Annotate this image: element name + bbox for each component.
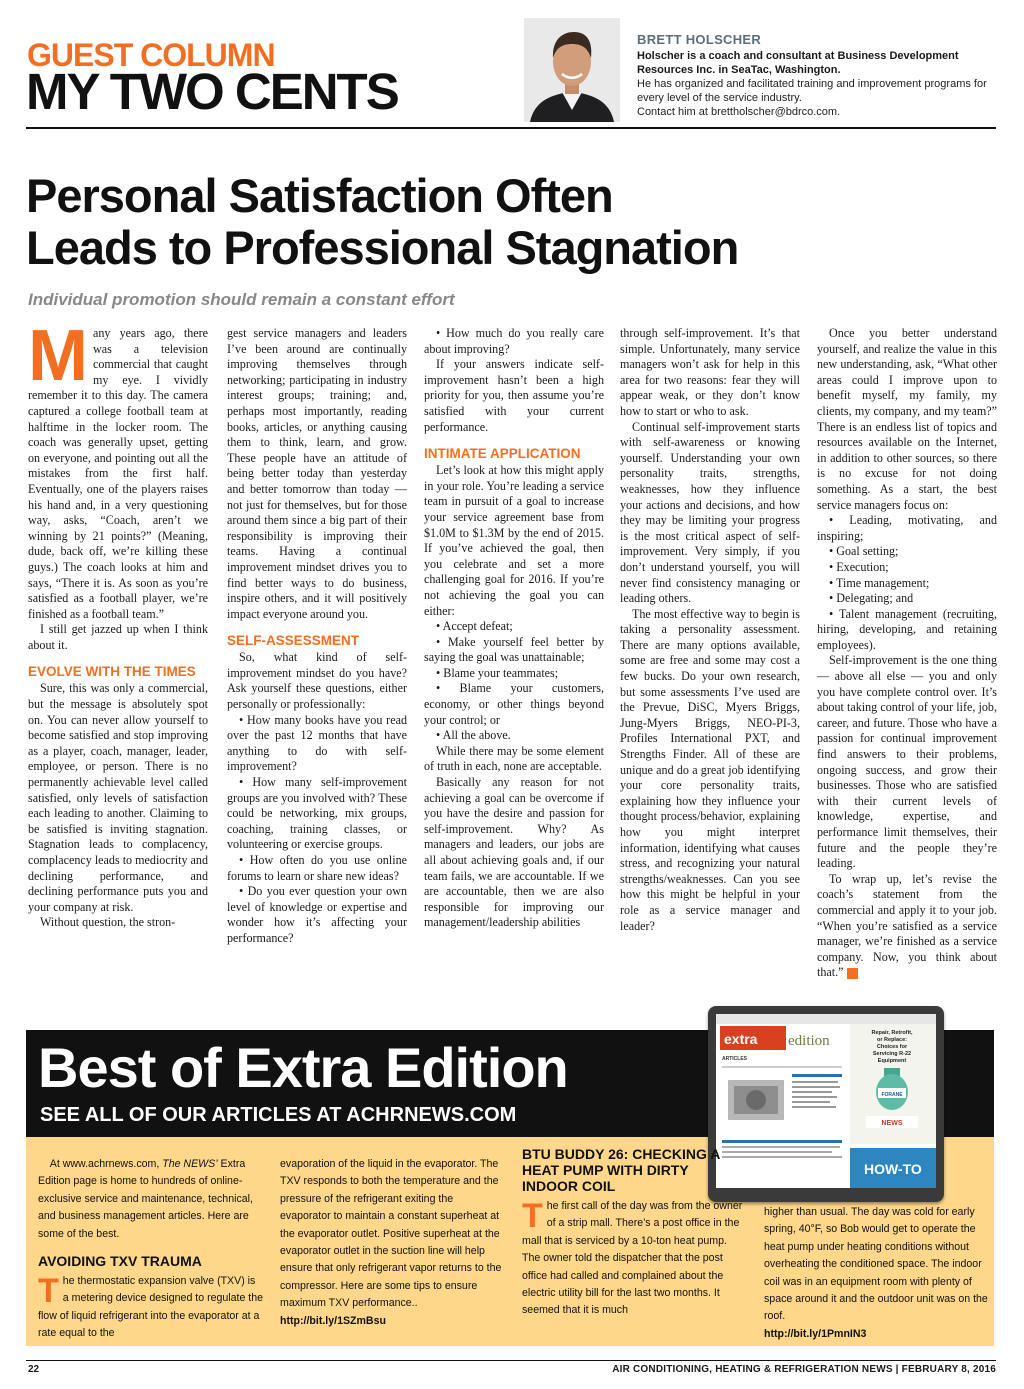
- author-name: BRETT HOLSCHER: [637, 32, 762, 47]
- paragraph: The most effective way to begin is taking a personality assessment. There are many options available, some are free and some may cost a few bucks. Do your own research, but some assessments I’ve used are the Prevue, DiSC, Myers Briggs, Jung-Myers Briggs, NEO-PI-3, Profiles International PXT, and Strengths Finder. All of these are unique and do a great job identifying your core personality traits, explaining how they influence your thought process/behavior, explaining how you might interpret information, identifying what causes stress, and recognizing your natural strengths/weaknesses. Can you see how this might be helpful in your role as a service manager and leader?: [620, 606, 800, 933]
- footer-divider: [26, 1360, 996, 1361]
- paragraph: gest service managers and leaders I’ve been around are continually improving themselves through networking; participating in industry interest groups; training; and, perhaps most importantly, reading books, articles, or anything causing them to think, learn, and grow. These people have an attitude of being better today than yesterday and better tomorrow than today — not just for themselves, but for those around them since a big part of their responsibility is improving their teams. Having a continual improvement mindset drives you to find better ways to do business, inspire others, and it will positively impact everyone around you.: [227, 326, 407, 621]
- headline-line-1: Personal Satisfaction Often: [26, 169, 613, 222]
- article-column-4: [620, 326, 800, 934]
- screen-articles-label: ARTICLES: [722, 1056, 747, 1062]
- promo-article-title: BTU BUDDY 26: CHECKING A HEAT PUMP WITH DIRTY INDOOR COIL: [522, 1146, 720, 1194]
- bullet-item: • All the above.: [436, 728, 511, 743]
- article-subhead: Individual promotion should remain a constant effort: [28, 290, 455, 309]
- article-column-2: [227, 326, 407, 947]
- author-description: He has organized and facilitated training and improvement programs for every level of the service industry.: [637, 78, 987, 104]
- drop-cap: T: [38, 1272, 59, 1311]
- promo-intro-text: At www.achrnews.com,: [49, 1158, 163, 1170]
- paragraph: Let’s look at how this might apply in your role. You’re leading a service team in pursuit of a goal to increase your service agreement base from $1.0M to $1.3M by the end of 2015. If you’ve achieved the goal, then you celebrate and set a more challenging goal for 2016. If you’re not achieving the goal you can either:: [424, 463, 604, 618]
- paragraph: [817, 872, 997, 981]
- promo-article-text: [38, 1273, 264, 1343]
- screen-ad-line-4: Servicing R-22: [872, 1051, 912, 1057]
- paragraph: While there may be some element of truth in each, none are acceptable.: [424, 743, 604, 774]
- drop-cap: T: [522, 1197, 543, 1235]
- promo-article-body: he first call of the day was from the owner of a strip mall. There’s a post office in the mall that is serviced by a 10-ton heat pump. The owner told the dispatcher that the post office had called and complained about the electric utility bill for the last two months. It seemed that it is much: [522, 1200, 743, 1317]
- paragraph: Without question, the stron-: [40, 915, 176, 930]
- article-column-1: [28, 316, 208, 931]
- article-column-5: [817, 326, 997, 981]
- promo-article-link[interactable]: http://bit.ly/1SZmBsu: [280, 1314, 386, 1327]
- bullet-item: • Leading, motivating, and inspiring;: [817, 513, 997, 543]
- promo-column-3: [522, 1146, 744, 1320]
- promo-subtitle: SEE ALL OF OUR ARTICLES AT ACHRNEWS.COM: [40, 1104, 517, 1126]
- bullet-item: • Accept defeat;: [436, 619, 513, 634]
- promo-article-body: he thermostatic expansion valve (TXV) is a metering device designed to regulate the flow of liquid refrigerant into the evaporator at a rate equal to the: [38, 1275, 264, 1340]
- promo-column-2: [280, 1156, 502, 1330]
- paragraph-text: To wrap up, let’s revise the coach’s statement from the commercial and apply it to your job. “When you’re satisfied as a service manager, we’re finished as a service company. Now, you think about that.”: [817, 871, 997, 980]
- bullet-item: • Delegating; and: [829, 591, 914, 606]
- bullet-item: • Blame your teammates;: [436, 665, 559, 680]
- column-kicker: GUEST COLUMN: [27, 37, 275, 73]
- screen-ad-news: NEWS: [881, 1120, 903, 1127]
- paragraph: Basically any reason for not achieving a goal can be overcome if you have the desire and passion for self-improvement. Why? As managers and leaders, our jobs are all about achieving goals and, if our team fails, we are accountable. If we are accountable, then we are also responsible for improving our management/leadership abilities: [424, 775, 604, 930]
- screen-ad-line-3: Choices for: [876, 1044, 908, 1050]
- paragraph-text: any years ago, there was a television commercial that caught my eye. I vividly remember it to this day. The camera captured a college football team at halftime in the locker room. The coach was generally upset, getting on everyone, and pointing out all the mistakes from the first half. Eventually, one of the players raises his hand and, in a very questioning way, asks, “Coach, aren’t we winning by 21 points?” (Meaning, dude, back off, we’re killing these guys.) The coach looks at him and says, “There it is. As soon as you’re satisfied as a football player, we’re finished as a football team.”: [28, 326, 208, 621]
- promo-intro: [38, 1156, 264, 1243]
- screen-howto: HOW-TO: [864, 1161, 922, 1177]
- author-bio: [637, 32, 997, 119]
- bullet-item: • Do you ever question your own level of knowledge or expertise and wonder how it’s affecting your performance?: [227, 884, 407, 945]
- author-photo: [524, 18, 620, 122]
- screen-ad-line-1: Repair, Retrofit,: [871, 1030, 913, 1036]
- promo-article-text: higher than usual. The day was cold for early spring, 40°F, so Bob would get to operate the heat pump under heating conditions without overheating the conditioned space. The indoor coil was in an equipment room with plenty of space around it and the outdoor unit was on the roof.: [764, 1206, 988, 1323]
- promo-column-4: [764, 1204, 990, 1343]
- screen-ad-brand: FORANE: [881, 1092, 903, 1098]
- paragraph: So, what kind of self-improvement mindset do you have? Ask yourself these questions, either personally or professionally:: [227, 650, 407, 712]
- bullet-item: • How often do you use online forums to learn or share new ideas?: [227, 853, 407, 883]
- bullet-item: • Blame your customers, economy, or other things beyond your control; or: [424, 681, 604, 727]
- publication-line: AIR CONDITIONING, HEATING & REFRIGERATION NEWS | FEBRUARY 8, 2016: [612, 1364, 996, 1375]
- bullet-item: • Make yourself feel better by saying the goal was unattainable;: [424, 634, 604, 665]
- bullet-item: • Execution;: [829, 559, 889, 574]
- bullet-item: • How many self-improvement groups are you involved with? These could be networking, mix groups, coaching, training classes, or volunteering or exercise groups.: [227, 775, 407, 852]
- promo-article-text: evaporation of the liquid in the evaporator. The TXV responds to both the temperature and the pressure of the refrigerant exiting the evaporator to maintain a constant superheat at the evaporator outlet. Positive superheat at the evaporator outlet in the suction line will help ensure that only refrigerant vapor returns to the compressor. Here are some tips to ensure maximum TXV performance..: [280, 1158, 502, 1310]
- bullet-item: • Time management;: [829, 575, 930, 590]
- paragraph: [28, 316, 208, 622]
- page-number: 22: [28, 1364, 40, 1375]
- screen-ad-line-5: Equipment: [877, 1058, 907, 1064]
- promo-article-title: AVOIDING TXV TRAUMA: [38, 1253, 202, 1270]
- paragraph: Sure, this was only a commercial, but the message is absolutely spot on. You can never allow yourself to become satisfied and stop improving as a player, coach, manager, leader, employee, or person. There is no permanently achievable level called satisfied, only levels of satisfaction each leading to another. Claiming to be satisfied is inviting stagnation. Stagnation leads to complacency, complacency leads to mediocrity and declining performance, and declining performance puts you and your company at risk.: [28, 681, 208, 914]
- section-heading: INTIMATE APPLICATION: [424, 446, 581, 462]
- promo-title: Best of Extra Edition: [38, 1036, 568, 1099]
- paragraph: Self-improvement is the one thing — above all else — you and only you have complete control over. It’s about taking control of your life, job, career, and future. Those who have a passion for continual improvement find answers to their problems, ongoing success, and grow their businesses. Those who are satisfied with their current levels of knowledge, expertise, and performance limit themselves, their future and the people they’re leading.: [817, 653, 997, 871]
- paragraph: If your answers indicate self-improvement hasn’t been a high priority for you, then assume you’re satisfied with your current performance.: [424, 357, 604, 434]
- screen-brand-extra: extra: [724, 1031, 758, 1047]
- paragraph: Continual self-improvement starts with self-awareness or knowing yourself. Understanding your own personality traits, strengths, weaknesses, how they influence your actions and decisions, and how they may be limiting your progress is the most critical aspect of self-improvement. Very simply, if you don’t understand yourself, you will never find consistency managing or leading others.: [620, 419, 800, 606]
- bullet-item: • Talent management (recruiting, hiring, developing, and retaining employees).: [817, 606, 997, 652]
- column-title: MY TWO CENTS: [26, 63, 398, 120]
- promo-intro-text: Extra Edition page is home to hundreds of online-exclusive service and maintenance, technical, and business management articles. Here are some of the best.: [38, 1158, 253, 1240]
- paragraph: I still get jazzed up when I think about it.: [28, 622, 208, 652]
- author-contact: Contact him at brettholscher@bdrco.com.: [637, 106, 841, 118]
- promo-intro-italic: The NEWS’: [162, 1158, 218, 1170]
- headline-line-2: Leads to Professional Stagnation: [26, 221, 739, 274]
- header-divider: [26, 127, 996, 129]
- drop-cap: M: [28, 316, 88, 396]
- promo-article-text: [522, 1198, 744, 1320]
- monitor-screen: [716, 1014, 936, 1188]
- promo-column-1: [38, 1156, 264, 1343]
- bullet-item: • How much do you really care about improving?: [424, 326, 604, 356]
- website-screenshot-image: [716, 1014, 936, 1188]
- paragraph: through self-improvement. It’s that simple. Unfortunately, many service managers won’t ask for help in this area for two reasons: fear they will appear weak, or they don’t know how to start or who to ask.: [620, 326, 800, 418]
- author-portrait-image: [524, 18, 620, 122]
- article-column-3: [424, 326, 604, 931]
- bullet-item: • Goal setting;: [829, 544, 899, 559]
- author-role: Holscher is a coach and consultant at Business Development Resources Inc. in SeaTac, Washington.: [637, 50, 959, 76]
- article-headline: [26, 170, 1006, 274]
- screen-brand-edition: edition: [788, 1033, 830, 1049]
- end-of-article-icon: N: [847, 968, 858, 979]
- section-heading: EVOLVE WITH THE TIMES: [28, 664, 196, 680]
- bullet-item: • How many books have you read over the past 12 months that have anything to do with self-improvement?: [227, 712, 407, 774]
- promo-article-link[interactable]: http://bit.ly/1PmnIN3: [764, 1327, 867, 1340]
- section-heading: SELF-ASSESSMENT: [227, 633, 360, 649]
- paragraph: Once you better understand yourself, and realize the value in this new understanding, ask, “What other areas could I improve upon to benefit myself, my family, my clients, my company, and my team?” There is an endless list of topics and resources available on the Internet, in addition to other sources, so there is no excuse for not doing something. As a start, the best service managers focus on:: [817, 326, 997, 512]
- screen-ad-line-2: or Replace:: [877, 1037, 907, 1043]
